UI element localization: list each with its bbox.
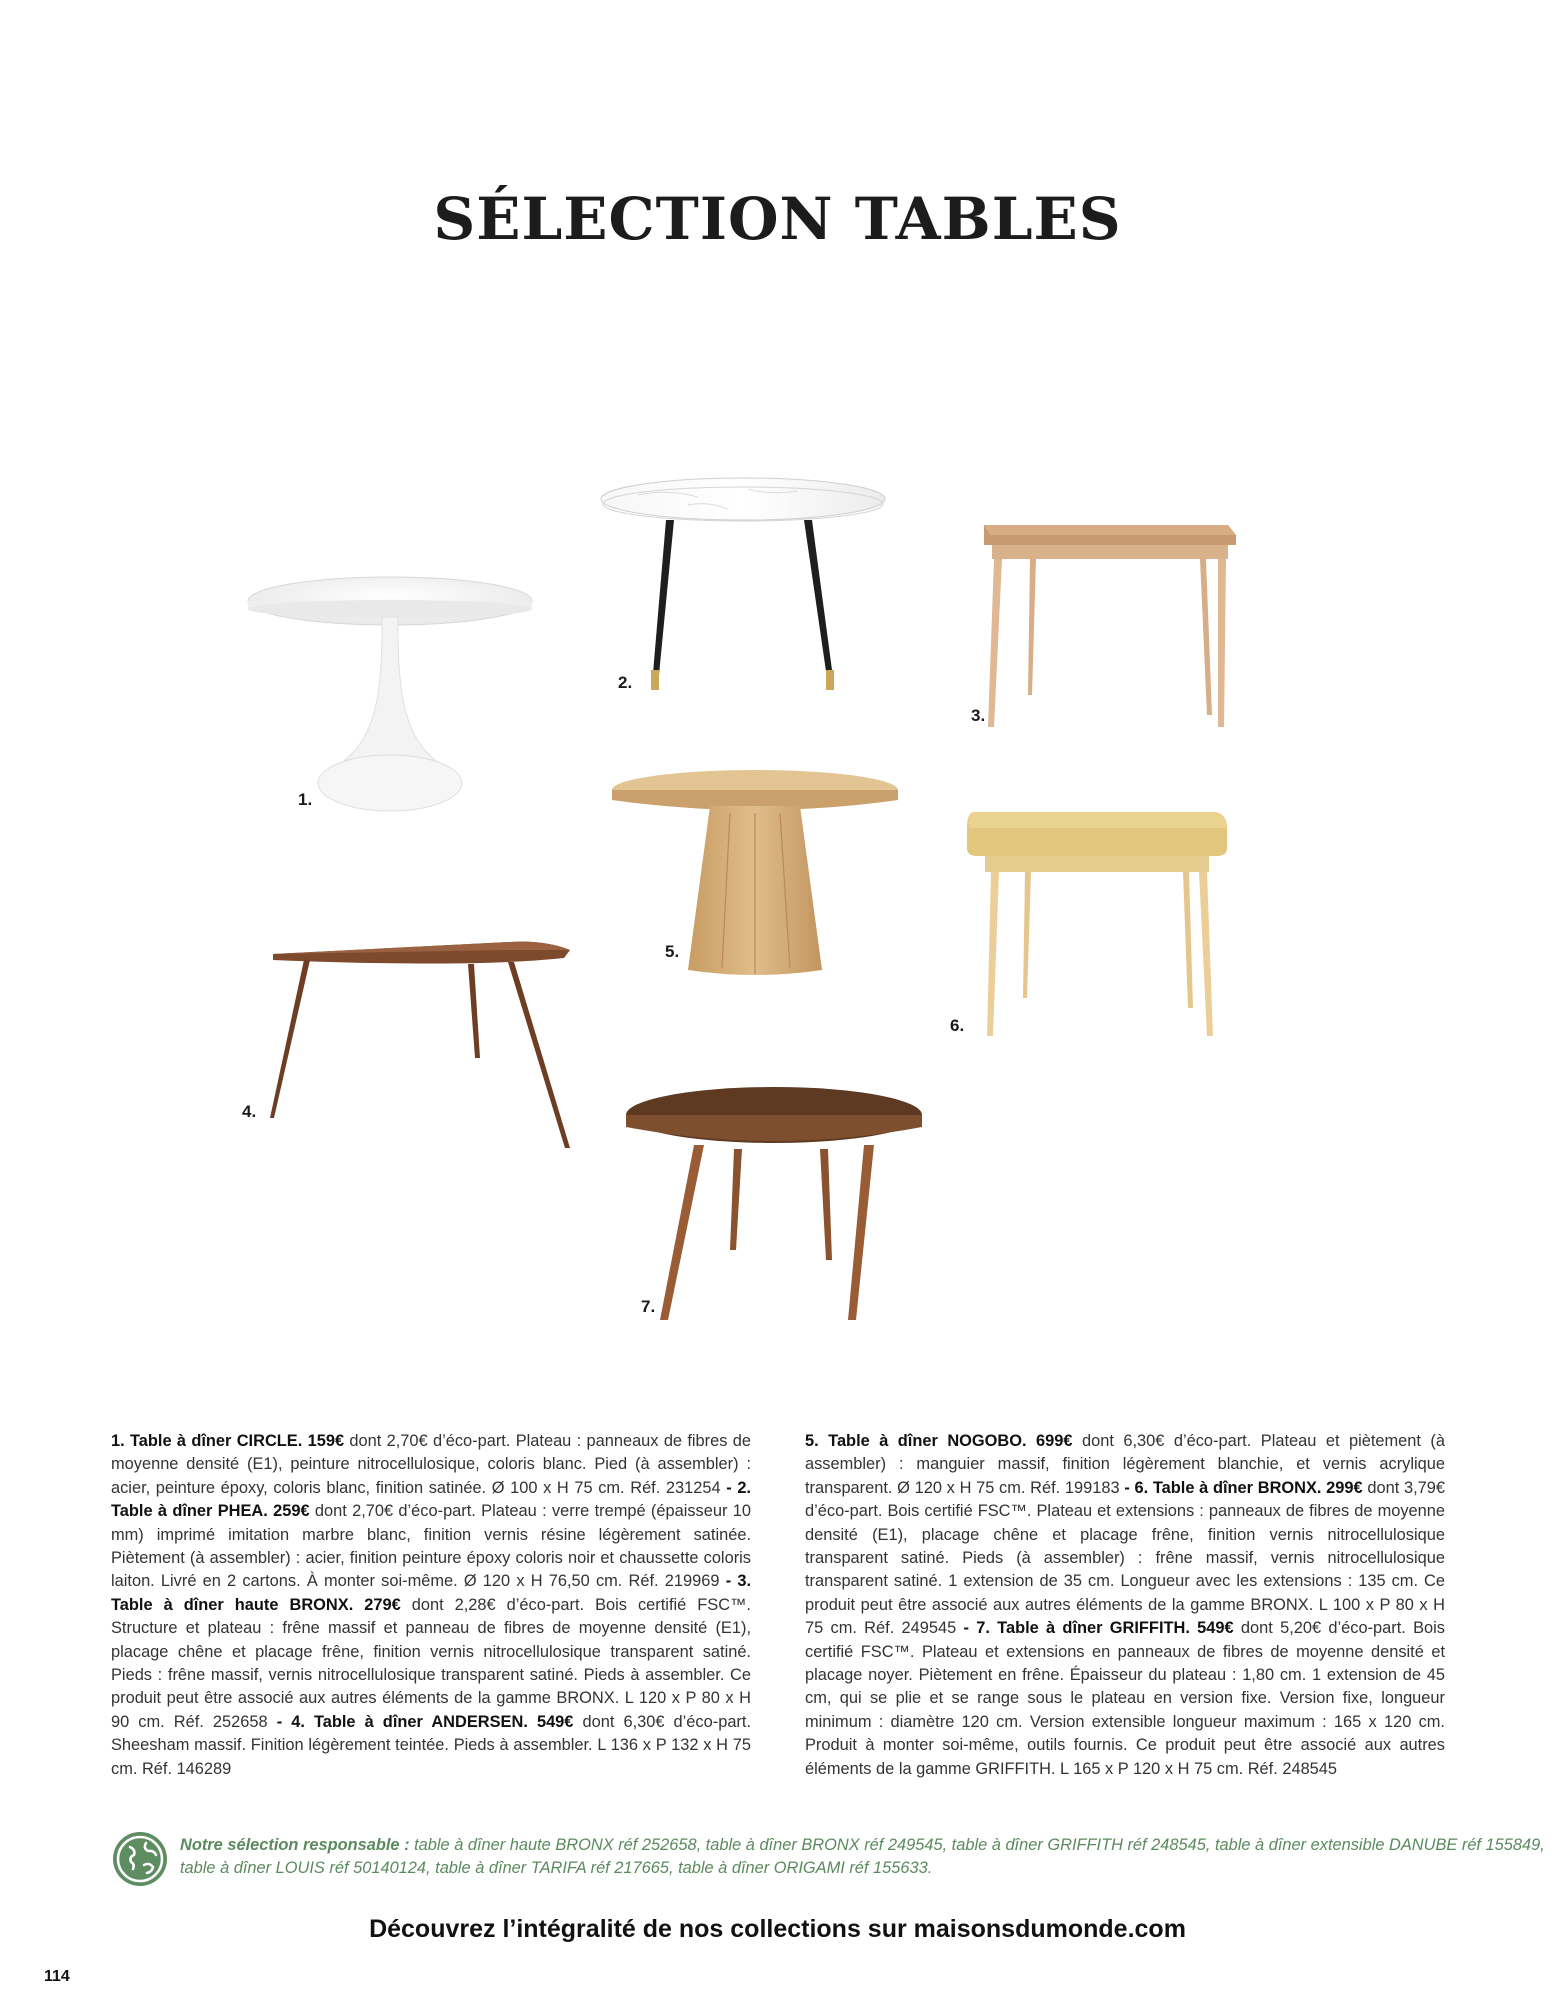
product-details: dont 6,30€ d’éco-part. Plateau et piètement (à assembler) : manguier massif, finition légèrement blanchie, et vernis acrylique transparent. Ø 120 x H 75 cm. Réf. 199183	[805, 1432, 1445, 1497]
product-number-3: 3.	[971, 706, 986, 725]
page-title: SÉLECTION TABLES	[433, 185, 1122, 253]
product-number-5: 5.	[665, 942, 680, 961]
product-image-circle	[245, 575, 535, 825]
product-number-2: 2.	[618, 673, 633, 692]
collection-link-text: Découvrez l’intégralité de nos collections sur maisonsdumonde.com	[369, 1915, 1186, 1943]
product-number-1: 1.	[298, 790, 313, 809]
product-title-price: 1. Table à dîner CIRCLE. 159€	[111, 1432, 345, 1450]
eco-note-body: table à dîner haute BRONX réf 252658, table à dîner BRONX réf 249545, table à dîner GRIFFITH réf 248545, table à dîner extensible DANUBE réf 155849, table à dîner LOUIS réf 50140124, table à dîner TARIFA réf 217665, table à dîner ORIGAMI réf 155633.	[180, 1836, 1545, 1877]
product-details: dont 2,28€ d’éco-part. Bois certifié FSC™. Structure et plateau : frêne massif et panneau de fibres de moyenne densité (E1), placage chêne et placage frêne, finition vernis nitrocellulosique transparent satiné. Pieds : frêne massif, vernis nitrocellulosique transparent satiné. Pieds à assembler. Ce produit peut être associé aux autres éléments de la gamme BRONX. L 120 x P 80 x H 90 cm. Réf. 252658	[111, 1595, 751, 1731]
product-image-bronx	[965, 808, 1230, 1040]
page-number: 114	[44, 1968, 70, 1985]
product-title-price: - 3. Table à dîner haute BRONX. 279€	[111, 1572, 752, 1614]
product-details: dont 6,30€ d’éco-part. Sheesham massif. Finition légèrement teintée. Pieds à assembler. L 136 x P 132 x H 75 cm. Réf. 146289	[111, 1712, 751, 1778]
eco-note-text	[180, 1834, 1555, 1880]
product-details: dont 2,70€ d’éco-part. Plateau : panneaux de fibres de moyenne densité (E1), peinture nitrocellulosique, coloris blanc. Pied (à assembler) : acier, peinture époxy, coloris blanc, finition satinée. Ø 100 x H 75 cm. Réf. 231254	[111, 1432, 751, 1497]
eco-note-lead: Notre sélection responsable :	[180, 1836, 410, 1854]
globe-icon	[112, 1831, 168, 1887]
product-title-price: - 4. Table à dîner ANDERSEN. 549€	[276, 1712, 574, 1731]
product-number-4: 4.	[242, 1102, 257, 1121]
eco-responsible-note	[112, 1831, 1545, 1887]
product-details: dont 3,79€ d’éco-part. Bois certifié FSC™. Plateau et extensions : panneaux de fibres de moyenne densité (E1), placage chêne et placage frêne, finition vernis nitrocellulosique transparent satiné. Pieds (à assembler) : frêne massif, vernis nitrocellulosique transparent satiné. 1 extension de 35 cm. Longueur avec les extensions : 135 cm. Ce produit peut être associé aux autres éléments de la gamme BRONX. L 100 x P 80 x H 75 cm. Réf. 249545	[805, 1478, 1445, 1638]
product-title-price: - 7. Table à dîner GRIFFITH. 549€	[963, 1619, 1234, 1638]
product-number-7: 7.	[641, 1297, 656, 1316]
product-title-price: - 6. Table à dîner BRONX. 299€	[1124, 1478, 1363, 1497]
product-image-andersen	[270, 938, 580, 1153]
product-image-phea	[598, 475, 888, 705]
product-title-price: 5. Table à dîner NOGOBO. 699€	[805, 1432, 1073, 1450]
description-column-right	[805, 1430, 1445, 1781]
product-number-6: 6.	[950, 1016, 965, 1035]
description-column-left	[111, 1430, 751, 1781]
product-image-nogobo	[610, 768, 900, 978]
product-image-bronx-high	[980, 515, 1240, 730]
product-image-griffith	[624, 1085, 924, 1320]
product-details: dont 5,20€ d’éco-part. Bois certifié FSC™. Plateau et extensions en panneaux de fibres de moyenne densité et placage noyer. Piètement en frêne. Épaisseur du plateau : 1,80 cm. 1 extension de 45 cm, qui se plie et se range sous le plateau en version fixe. Version fixe, longueur minimum : diamètre 120 cm. Version extensible longueur maximum : 165 x 120 cm. Produit à monter soi-même, outils fournis. Ce produit peut être associé aux autres éléments de la gamme GRIFFITH. L 165 x P 120 x H 75 cm. Réf. 248545	[805, 1619, 1445, 1778]
product-details: dont 2,70€ d’éco-part. Plateau : verre trempé (épaisseur 10 mm) imprimé imitation marbre blanc, finition vernis résine légèrement satinée. Piètement (à assembler) : acier, finition peinture époxy coloris noir et chaussette coloris laiton. Livré en 2 cartons. À monter soi-même. Ø 120 x H 76,50 cm. Réf. 219969	[111, 1502, 751, 1591]
product-title-price: - 2. Table à dîner PHEA. 259€	[111, 1478, 751, 1521]
